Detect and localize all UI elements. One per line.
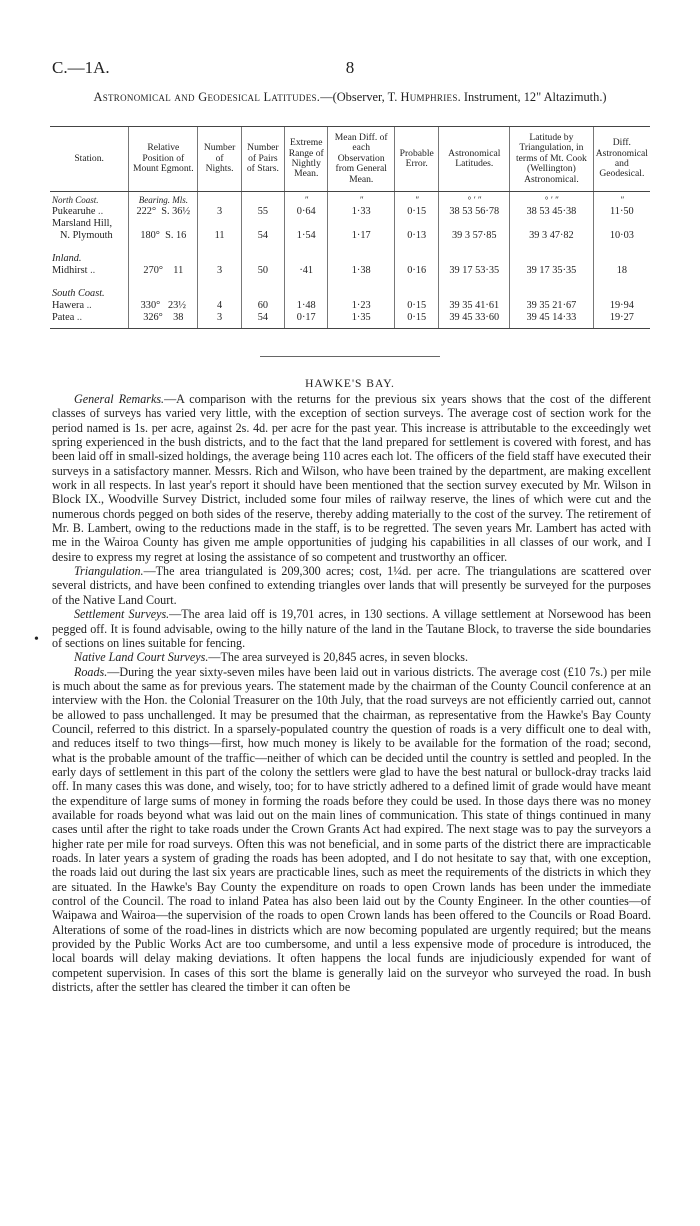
nights-value: 4: [198, 300, 241, 312]
col-header: Astronomical Latitudes.: [439, 127, 510, 192]
station-name-line: Marsland Hill,: [52, 218, 113, 229]
range-value: ·41: [285, 265, 328, 277]
pairs-value: 50: [241, 265, 284, 277]
table-row: [50, 218, 650, 242]
miles-value: 11: [173, 265, 184, 276]
section-divider: [260, 356, 440, 357]
trig-latitude-value: 39 17 35·35: [510, 265, 594, 277]
col-header: Number of Pairs of Stars.: [241, 127, 284, 192]
unit-label: Bearing. Mls.: [129, 192, 198, 207]
trig-latitude-value: 39 45 14·33: [510, 312, 594, 329]
station-name: Pukearuhe: [52, 206, 96, 217]
paragraph-text: —The area laid off is 19,701 acres, in 130 sections. A village settlement at Norsewood has been pegged off. It is found advisable, owing to the hilly nature of the land in the Tautane Block, to traverse the side boundaries of sections on lines suitable for fencing.: [52, 607, 651, 650]
unit-label: ° ′ ″: [510, 192, 594, 207]
paragraph: [52, 564, 651, 607]
astro-latitude-value: 39 35 41·61: [439, 300, 510, 312]
latitudes-table: [50, 126, 650, 329]
station-name: N. Plymouth: [60, 230, 113, 241]
astro-latitude-value: 39 45 33·60: [439, 312, 510, 329]
range-value: 1·54: [285, 218, 328, 242]
bearing-value: 270°: [143, 265, 163, 276]
nights-value: 3: [198, 312, 241, 329]
station-name: Midhirst: [52, 265, 88, 276]
station-name: Hawera: [52, 300, 85, 311]
error-value: 0·15: [394, 300, 438, 312]
mean-diff-value: 1·17: [328, 218, 395, 242]
region-label: North Coast.: [52, 195, 99, 205]
diff-value: 19·94: [593, 300, 650, 312]
table-title: Astronomical and Geodesical Latitudes.: [93, 90, 321, 104]
mean-diff-value: 1·38: [328, 265, 395, 277]
trig-latitude-value: 38 53 45·38: [510, 206, 594, 218]
region-label: South Coast.: [52, 288, 105, 299]
page-header: [52, 58, 648, 80]
diff-value: 19·27: [593, 312, 650, 329]
report-body: [52, 392, 651, 994]
astro-latitude-value: 39 3 57·85: [439, 218, 510, 242]
bearing-value: 180°: [140, 230, 160, 241]
unit-label: ": [285, 192, 328, 207]
nights-value: 3: [198, 265, 241, 277]
mean-diff-value: 1·33: [328, 206, 395, 218]
station-name: Patea: [52, 312, 75, 323]
mean-diff-value: 1·23: [328, 300, 395, 312]
pairs-value: 54: [241, 312, 284, 329]
page-reference: C.—1A.: [52, 58, 110, 77]
leader-dots: ..: [90, 265, 96, 276]
error-value: 0·15: [394, 312, 438, 329]
range-value: 0·64: [285, 206, 328, 218]
paragraph-text: —During the year sixty-seven miles have been laid out in various districts. The average cost (£10 7s.) per mile is much about the same as for previous years. The statement made by the chairman of the County Council conference at an interview with the Hon. the Colonial Treasurer on the 10th July, that the road surveys are not efficiently carried out, cannot be allowed to pass unchallenged. It may be presumed that the chairman, as representative from the Hawke's Bay County Council, referred to this district. In a sparsely-populated country the question of roads is a very difficult one to deal with, and reduces itself to two things—first, how much money is likely to be available for the formation of the road; second, what is the probable amount of the traffic—neither of which can be decided until the country is settled and peopled. In the early days of settlement in this part of the colony the settlers were glad to have the best natural or bullock-dray tracks laid off. In many cases this was done, and wisely, too; for to have strictly adhered to a defined limit of grade would have meant the expenditure of large sums of money in forming the roads before they could be used. In those days there was no money available for roads beyond what was laid out on the main lines of communication. This state of things continued in many cases until after the right to take roads under the Crown Grants Act had expired. The next stage was to pay the surveyors a higher rate per mile for road surveys. Often this was not beneficial, and in some parts of the district there are impracticable roads. In later years a system of grading the roads has been adopted, and I do not hesitate to say that, with one exception, the roads laid out during the last six years are practicable lines, such as meet the requirements of the districts in which they are situated. In the Hawke's Bay County the expenditure on roads to open Crown lands has been under the immediate control of the Council. The road to inland Patea has also been laid out by the County Engineer. In the other counties—of Waipawa and Wairoa—the supervision of the roads to open Crown lands has been offered to the Councils or Road Board. Alterations of some of the road-lines in districts which are now becoming populated are urgently required; but the means provided by the Public Works Act are too cumbersome, and until a less expensive mode of procedure is introduced, the local boards will delay making deviations. It often happens the local funds are injudiciously expended for want of competent supervision. In cases of this sort the blame is generally laid on the surveyor who surveyed the road. In bush districts, after the settler has cleared the timber it can often be: [52, 664, 651, 995]
page-number: 8: [345, 58, 355, 77]
col-header: Latitude by Triangulation, in terms of Mt. Cook (Wellington) Astronomical.: [510, 127, 594, 192]
paragraph-text: —A comparison with the returns for the previous six years shows that the cost of the different classes of surveys has varied very little, with the exception of section surveys. The average cost of section work for the period named is 1s. per acre, against 2s. 4d. per acre for the past year. This increase is attributable to the exceedingly wet spring experienced in the bush districts, and to the fact that the land prepared for settlement is covered with forest, and has been laid off in small-sized holdings, the average being 110 acres each lot. The officers of the field staff have executed their surveys in a satisfactory manner. Messrs. Rich and Wilson, who have been trained by the department, are making excellent work in all respects. In last year's report it should have been mentioned that the section survey executed by Mr. Wilson in Block IX., Woodville Survey District, included some four miles of railway reserve, the lines of which were cut and the numerous chords pegged on both sides of the reserve, thereby adding materially to the cost of the survey. The retirement of Mr. B. Lambert, owing to the reductions made in the staff, is to be regretted. The seven years Mr. Lambert has acted with me in the Wairoa County has given me ample opportunities of judging his capabilities in all classes of our work, and I desire to express my regret at losing the assistance of so competent and trustworthy an officer.: [52, 392, 651, 564]
miles-value: S. 36½: [161, 206, 191, 217]
paragraph: [52, 392, 651, 564]
paragraph-heading: Settlement Surveys.: [74, 607, 170, 622]
leader-dots: ..: [86, 300, 92, 311]
pairs-value: 55: [241, 206, 284, 218]
table-row: [50, 265, 650, 277]
miles-value: 38: [173, 312, 184, 323]
table-row: [50, 312, 650, 329]
range-value: 1·48: [285, 300, 328, 312]
leader-dots: ..: [76, 312, 83, 323]
col-header: Relative Position of Mount Egmont.: [129, 127, 198, 192]
paragraph-heading: Triangulation.: [74, 564, 144, 579]
unit-label: ° ′ ″: [439, 192, 510, 207]
unit-label: ": [593, 192, 650, 207]
astro-latitude-value: 38 53 56·78: [439, 206, 510, 218]
section-title: HAWKE'S BAY.: [305, 378, 395, 390]
col-header: Station.: [50, 127, 129, 192]
astro-latitude-value: 39 17 53·35: [439, 265, 510, 277]
region-row: [50, 242, 650, 265]
range-value: 0·17: [285, 312, 328, 329]
miles-value: 23½: [167, 300, 186, 311]
diff-value: 11·50: [593, 206, 650, 218]
caption-detail-1: —(Observer, T.: [320, 90, 401, 104]
paragraph-text: —The area triangulated is 209,300 acres; cost, 1¼d. per acre. The triangulations are scattered over several districts, and have been confined to extending triangles over lands that will presently be surveyed for the purposes of the Native Land Court.: [52, 564, 651, 607]
unit-label: ": [394, 192, 438, 207]
bearing-value: 222°: [136, 206, 157, 217]
col-header: Probable Error.: [394, 127, 438, 192]
nights-value: 3: [198, 206, 241, 218]
bearing-value: 330°: [140, 300, 161, 311]
diff-value: 10·03: [593, 218, 650, 242]
error-value: 0·15: [394, 206, 438, 218]
paragraph: [52, 665, 651, 995]
caption-detail-2: . Instrument, 12" Altazimuth.): [457, 90, 607, 104]
col-header: Mean Diff. of each Observation from General Mean.: [328, 127, 395, 192]
unit-label: ": [328, 192, 395, 207]
trig-latitude-value: 39 3 47·82: [510, 218, 594, 242]
col-header: Diff. Astronomical and Geodesical.: [593, 127, 650, 192]
diff-value: 18: [593, 265, 650, 277]
margin-mark: •: [34, 632, 39, 647]
col-header: Extreme Range of Nightly Mean.: [285, 127, 328, 192]
table-caption: [60, 90, 640, 105]
paragraph-heading: General Remarks.: [74, 392, 165, 406]
error-value: 0·13: [394, 218, 438, 242]
paragraph: [52, 607, 651, 650]
table-row: [50, 206, 650, 218]
table-header-row: [50, 127, 650, 192]
region-label: Inland.: [52, 253, 82, 264]
pairs-value: 54: [241, 218, 284, 242]
col-header: Number of Nights.: [198, 127, 241, 192]
mean-diff-value: 1·35: [328, 312, 395, 329]
observer-name: Humphries: [400, 90, 458, 104]
error-value: 0·16: [394, 265, 438, 277]
miles-value: S. 16: [165, 230, 187, 241]
table-units-row: [50, 192, 650, 207]
paragraph: [52, 650, 651, 664]
trig-latitude-value: 39 35 21·67: [510, 300, 594, 312]
bearing-value: 326°: [143, 312, 163, 323]
pairs-value: 60: [241, 300, 284, 312]
paragraph-heading: Roads.: [74, 664, 108, 679]
table-row: [50, 300, 650, 312]
paragraph-text: —The area surveyed is 20,845 acres, in seven blocks.: [208, 650, 468, 665]
leader-dots: ..: [98, 206, 104, 217]
region-row: [50, 277, 650, 300]
paragraph-heading: Native Land Court Surveys.: [74, 650, 209, 665]
nights-value: 11: [198, 218, 241, 242]
